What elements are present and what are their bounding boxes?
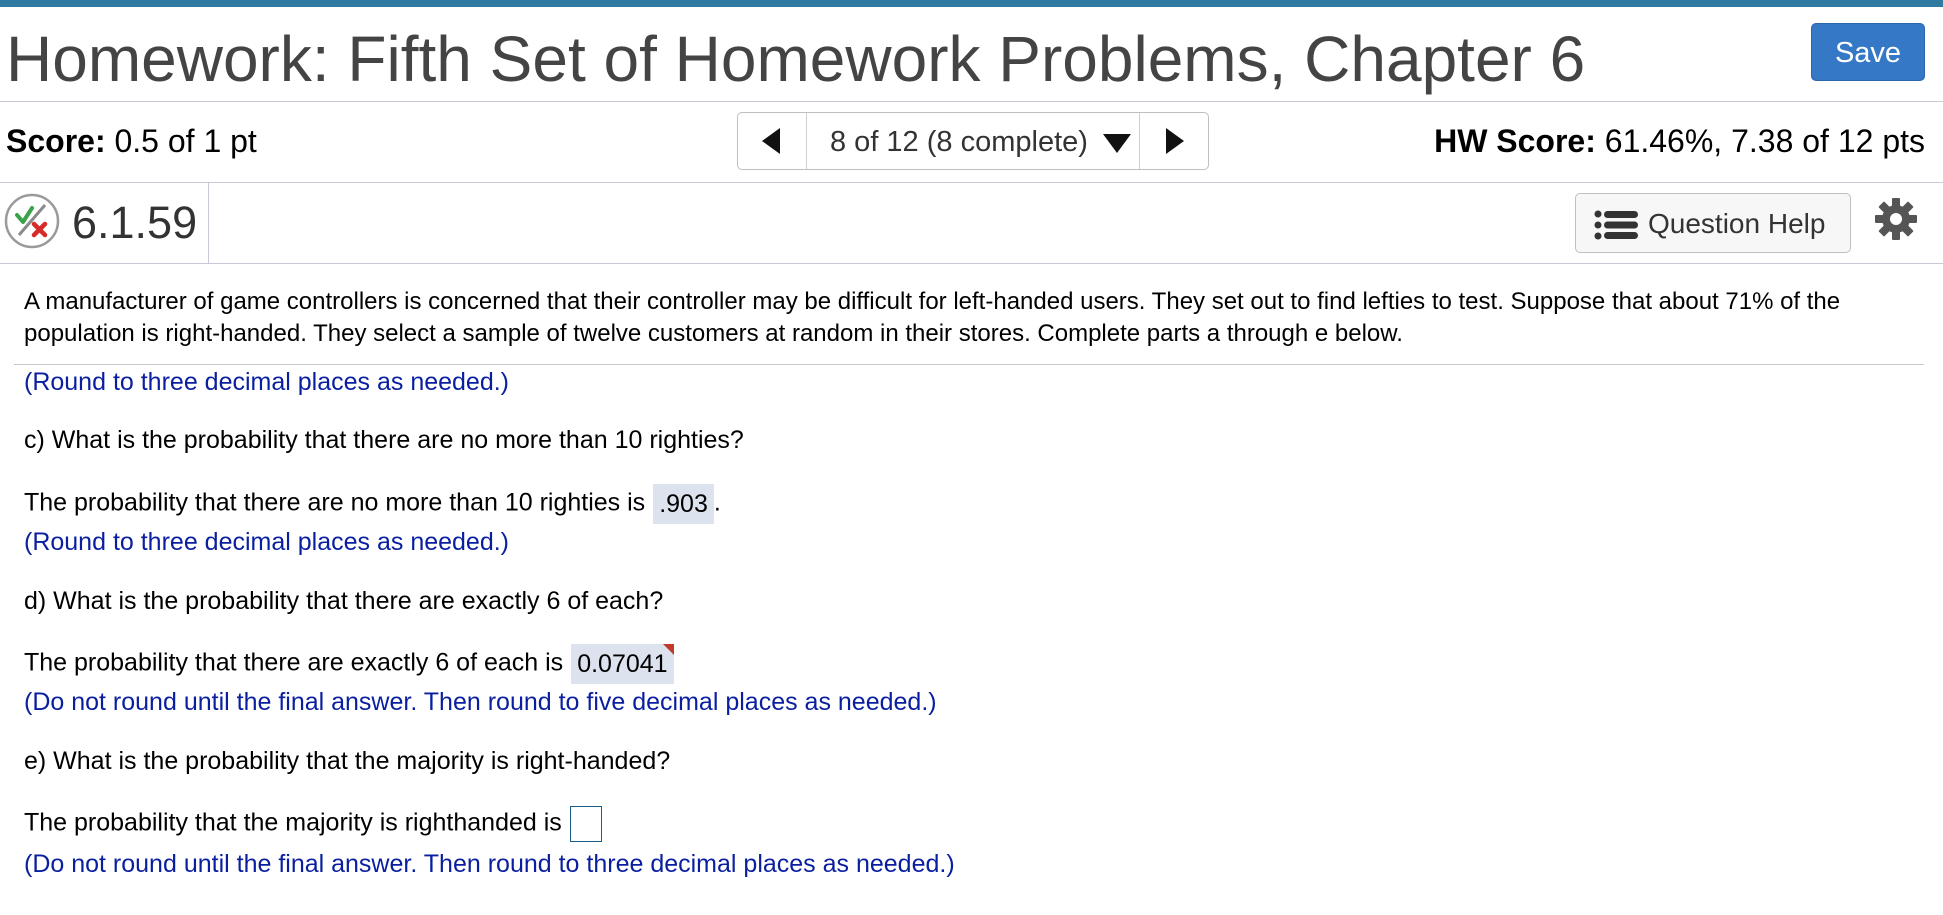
part-e-answer-row: [24, 806, 602, 842]
part-e-question: e) What is the probability that the majority is right-handed?: [24, 747, 671, 775]
part-e-answer-input[interactable]: [570, 806, 602, 842]
score-value: 0.5 of 1 pt: [114, 123, 257, 159]
question-bar-divider: [208, 183, 209, 263]
problem-divider: [14, 364, 1924, 365]
question-pager: [737, 112, 1209, 170]
question-select-dropdown[interactable]: [806, 113, 1140, 169]
problem-statement: A manufacturer of game controllers is concerned that their controller may be difficult for left-handed users. They set out to find lefties to test. Suppose that about 71% of the population is right-handed. They select a sample of twelve customers at random in their stores. Complete parts a through e below.: [24, 288, 1841, 347]
question-number: 6.1.59: [72, 197, 198, 248]
hw-score-label: HW Score:: [1434, 123, 1596, 159]
gear-icon[interactable]: [1874, 197, 1918, 241]
part-d-rounding-note: (Do not round until the final answer. Then round to five decimal places as needed.): [24, 688, 937, 716]
question-score: [6, 123, 257, 160]
part-c-period: .: [713, 488, 721, 517]
score-label: Score:: [6, 123, 106, 159]
part-d-question: d) What is the probability that there are exactly 6 of each?: [24, 587, 664, 615]
hw-score-value: 61.46%, 7.38 of 12 pts: [1604, 123, 1925, 159]
part-c-answer-row: [24, 484, 721, 524]
partial-correct-icon: [4, 193, 60, 249]
triangle-left-icon: [762, 128, 780, 154]
part-c-answer-prefix: The probability that there are no more than 10 righties is: [24, 488, 646, 517]
next-question-button[interactable]: [1139, 113, 1208, 169]
triangle-right-icon: [1166, 128, 1184, 154]
question-bar: [0, 183, 1943, 264]
triangle-down-icon: [1103, 134, 1131, 153]
top-accent-bar: [0, 0, 1943, 7]
part-d-answer-row: [24, 644, 674, 684]
part-d-answer-value: 0.07041: [577, 650, 668, 678]
question-help-label: Question Help: [1648, 208, 1826, 239]
score-bar: [0, 102, 1943, 183]
part-e-rounding-note: (Do not round until the final answer. Then round to three decimal places as needed.): [24, 850, 955, 878]
part-c-question: c) What is the probability that there are no more than 10 righties?: [24, 426, 744, 454]
part-e-answer-prefix: The probability that the majority is righthanded is: [24, 808, 562, 837]
question-help-button[interactable]: [1575, 193, 1851, 253]
list-icon: [1594, 210, 1638, 240]
page-header: [0, 7, 1943, 102]
incorrect-flag-icon: [663, 644, 674, 655]
previous-question-button[interactable]: [738, 113, 807, 169]
part-c-rounding-note: (Round to three decimal places as needed.): [24, 528, 510, 556]
pager-label: 8 of 12 (8 complete): [830, 126, 1088, 158]
part-d-answer-prefix: The probability that there are exactly 6 of each is: [24, 648, 564, 677]
save-button[interactable]: Save: [1811, 23, 1925, 81]
part-d-answer-field[interactable]: [571, 644, 673, 684]
part-c-answer-field[interactable]: .903: [653, 484, 714, 524]
hw-score: [1434, 123, 1925, 160]
page-title: Homework: Fifth Set of Homework Problems, Chapter 6: [6, 23, 1586, 95]
part-b-rounding-note: (Round to three decimal places as needed.): [24, 368, 510, 396]
